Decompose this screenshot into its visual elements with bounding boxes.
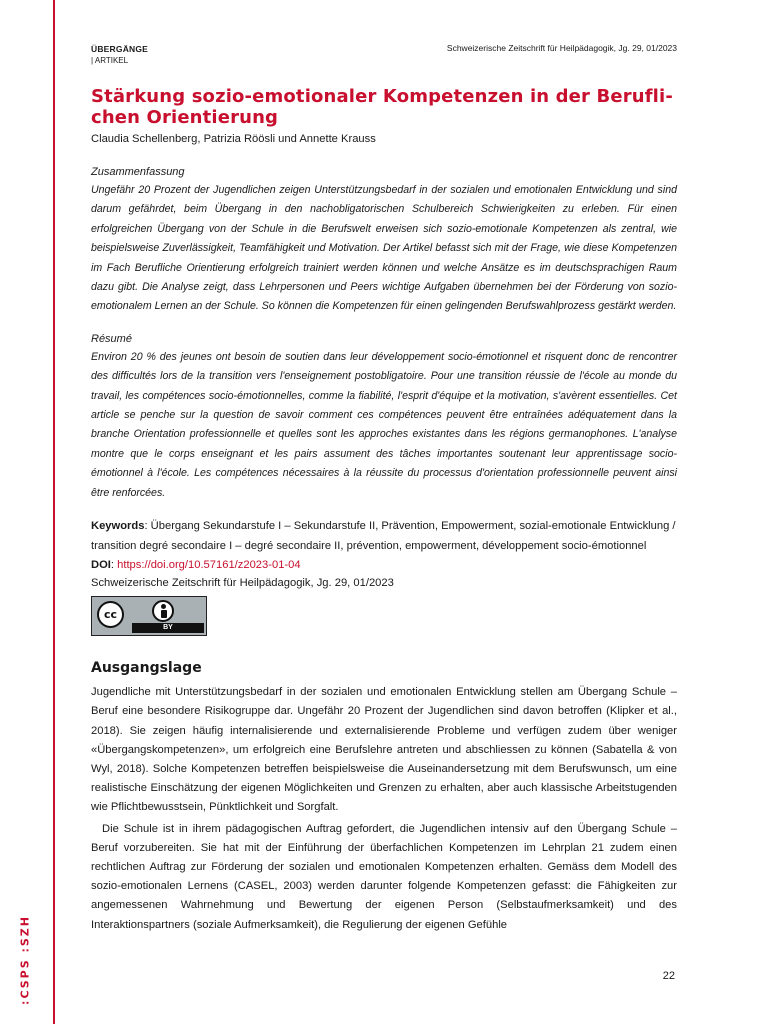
attribution-icon-body bbox=[161, 610, 167, 618]
body-paragraph-1: Jugendliche mit Unterstützungsbedarf in der sozialen und emotionalen Entwicklung stellen am Übergang Schule – Beruf eine besondere Risikogruppe dar. Ungefähr 20 Prozent der Jugendlichen sind davon betroffen (Klipker et al., 2018). Sie zeigen häufig internalisierende und externalisierende Probleme und verfügen zudem über weniger «Übergangskompetenzen», um erfolgreich eine Berufslehre antreten und abschliessen zu können (Sabatella & von Wyl, 2018). Solche Kompetenzen betreffen beispielsweise die Auseinandersetzung mit dem Berufswunsch, um eine realistische Einschätzung der eigenen Möglichkeiten und Grenzen zu erhalten, aber auch klassische Arbeitstugenden wie Pflichtbewusstsein, Pünktlichkeit und Sorgfalt. bbox=[91, 686, 677, 814]
section-sublabel: | ARTIKEL bbox=[91, 56, 129, 65]
doi-label: DOI bbox=[91, 559, 111, 572]
keywords-text: : Übergang Sekundarstufe I – Sekundarstufe II, Prävention, Empowerment, sozial-emotionale Entwicklung / transition degré secondaire I – degré secondaire II, prévention, empowerment, développement socio-émotionnel bbox=[91, 520, 676, 552]
page-number: 22 bbox=[662, 970, 675, 982]
keywords-label: Keywords bbox=[91, 520, 145, 533]
section-header bbox=[91, 43, 148, 67]
cc-icon: cc bbox=[97, 601, 124, 628]
journal-header: Schweizerische Zeitschrift für Heilpädagogik, Jg. 29, 01/2023 bbox=[446, 43, 677, 53]
abstract-de-label: Zusammenfassung bbox=[91, 166, 185, 178]
keywords bbox=[91, 517, 677, 556]
doi-separator: : bbox=[110, 559, 118, 572]
attribution-icon-head bbox=[161, 604, 166, 609]
section-heading: Ausgangslage bbox=[91, 660, 202, 677]
publisher-logo bbox=[14, 905, 36, 1015]
abstract-de-text: Ungefähr 20 Prozent der Jugendlichen zeigen Unterstützungsbedarf in der sozialen und emotionalen Entwicklung und sind darum gefährdet, beim Übergang in den nachobligatorischen Schulbereich Schwierigkeiten zu erleben. Für einen erfolgreichen Übergang von der Schule in die Berufswelt erweisen sich sozio-emotionale Kompetenzen als zentral, wie beispielsweise Zuverlässigkeit, Teamfähigkeit und Motivation. Der Artikel befasst sich mit der Frage, wie diese Kompetenzen im Fach Berufliche Orientierung erfolgreich trainiert werden können und welche Ansätze es im deutschsprachigen Raum dazu gibt. Die Analyse zeigt, dass Lehrpersonen und Peers wichtige Aufgaben übernehmen bei der Förderung von sozio-emotionalem Lernen an der Schule. So können die Kompetenzen für einen gelingenden Berufswahlprozess gestärkt werden. bbox=[91, 184, 677, 313]
section-label: ÜBERGÄNGE bbox=[91, 44, 149, 54]
doi-link[interactable]: https://doi.org/10.57161/z2023-01-04 bbox=[117, 559, 301, 572]
abstract-fr-text: Environ 20 % des jeunes ont besoin de soutien dans leur développement socio-émotionnel et risquent donc de rencontrer des difficultés lors de la transition vers l'enseignement postobligatoire. Pour une transition réussie de l'école au monde du travail, les compétences socio-émotionnelles, comme la fiabilité, l'esprit d'équipe et la motivation, s'avèrent essentielles. Cet article se penche sur la question de savoir comment ces compétences peuvent être entraînées adéquatement dans la branche Orientation professionnelle et quelles sont les approches existantes dans les régions germanophones. L'analyse montre que le corps enseignant et les pairs assument des tâches importantes soutenant leur apprentissage socio-émotionnel à l'école. Les compétences nécessaires à la réussite du processus d'orientation professionnelle peuvent ainsi être renforcées. bbox=[91, 350, 677, 499]
cc-by-license-badge[interactable] bbox=[91, 596, 207, 636]
article-content bbox=[91, 86, 677, 935]
article-authors: Claudia Schellenberg, Patrizia Röösli und Annette Krauss bbox=[91, 133, 376, 145]
attribution-icon bbox=[152, 600, 174, 622]
abstract-fr-label: Résumé bbox=[91, 332, 132, 345]
publisher-logo-text: :CSPS :SZH bbox=[18, 915, 32, 1005]
doi bbox=[91, 556, 677, 574]
article-title: Stärkung sozio-emotionaler Kompetenzen in der Berufli-chen Orientierung bbox=[91, 86, 673, 128]
by-label: BY bbox=[132, 623, 204, 633]
margin-rule bbox=[53, 0, 55, 1024]
citation: Schweizerische Zeitschrift für Heilpädagogik, Jg. 29, 01/2023 bbox=[91, 577, 394, 590]
body-paragraph-2: Die Schule ist in ihrem pädagogischen Auftrag gefordert, die Jugendlichen intensiv auf den Übergang Schule – Beruf vorzubereiten. Sie hat mit der Einführung der überfachlichen Kompetenzen im Lehrplan 21 zudem einen rechtlichen Auftrag zur Förderung der sozialen und emotionalen Kompetenzen erhalten. Gemäss dem Modell des sozio-emotionalen Lernens (CASEL, 2003) werden darunter folgende Kompetenzen gefasst: die Fähigkeiten zur angemessenen Wahrnehmung und Bewertung der eigenen Person (Selbstaufmerksamkeit) und des Interaktionspartners (soziale Aufmerksamkeit), die Regulierung der eigenen Gefühle bbox=[91, 822, 677, 931]
